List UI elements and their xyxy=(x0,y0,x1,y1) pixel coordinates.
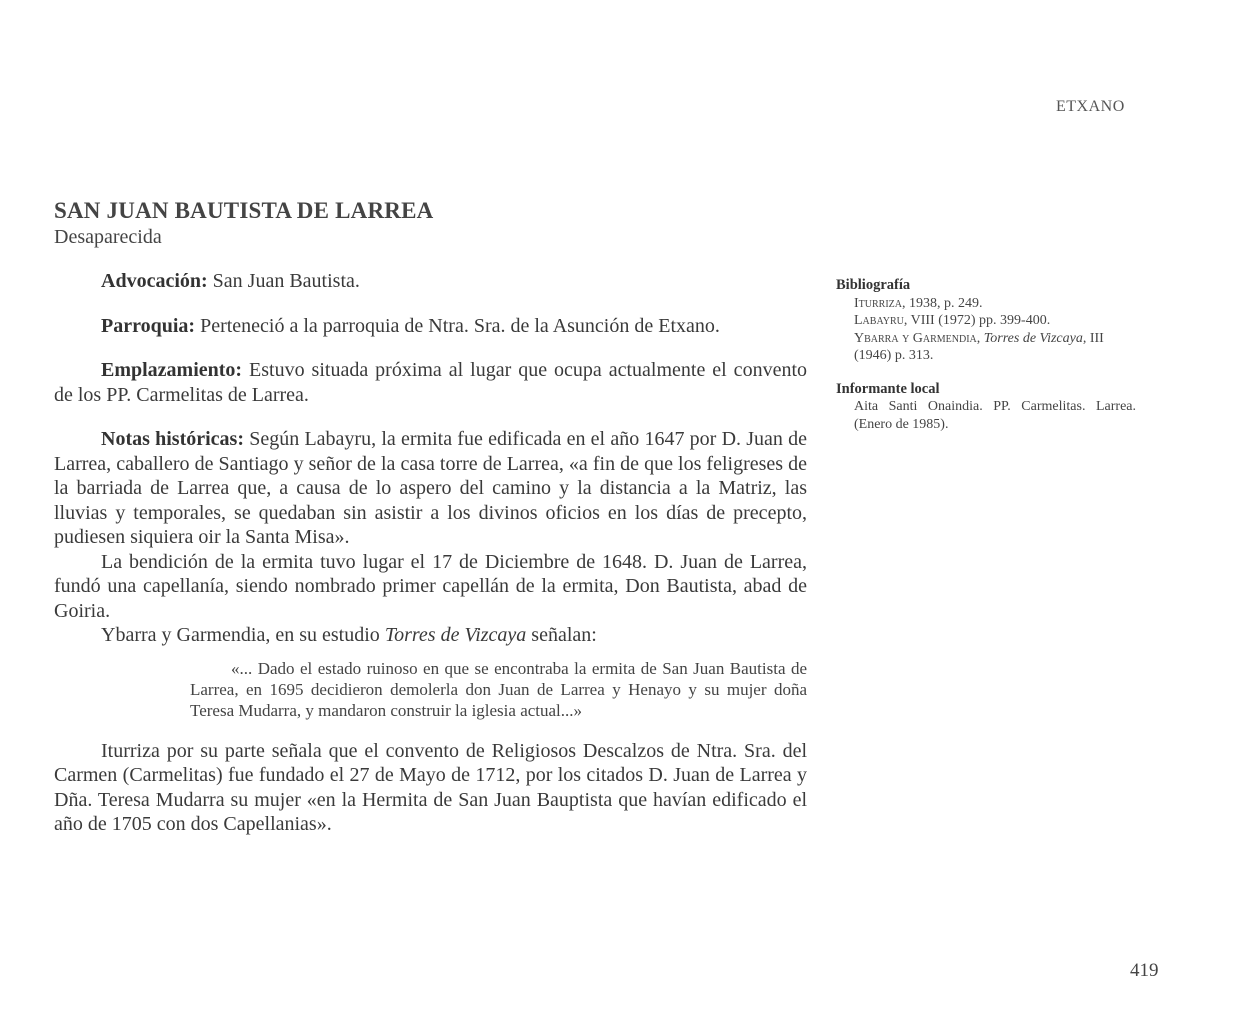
subtitle: Desaparecida xyxy=(54,226,162,248)
bibliography-detail: , xyxy=(976,330,984,346)
ybarra-text-post: señalan: xyxy=(526,624,597,646)
informante-block xyxy=(836,381,1136,434)
ybarra-work-title: Torres de Vizcaya xyxy=(384,624,527,646)
ybarra-paragraph xyxy=(54,623,807,648)
sidebar-notes xyxy=(836,277,1136,433)
advocacion-label: Advocación: xyxy=(101,270,208,292)
informante-heading: Informante local xyxy=(836,380,940,397)
page-number: 419 xyxy=(1130,960,1159,981)
emplazamiento-label: Emplazamiento: xyxy=(101,359,243,381)
bibliography-entry xyxy=(854,330,1136,365)
bibliography-detail: , VIII (1972) pp. 399-400. xyxy=(903,313,1051,328)
iturriza-paragraph: Iturriza por su parte señala que el convento de Religiosos Descalzos de Ntra. Sra. del Carmen (Carmelitas) fue fundado el 27 de Mayo de 1712, por los citados D. Juan de Larrea y Dña. Teresa Mudarra su mujer «en la Hermita de San Juan Bauptista que havían edificado el año de 1705 con dos Capellanias». xyxy=(54,739,807,835)
bendicion-paragraph: La bendición de la ermita tuvo lugar el 17 de Diciembre de 1648. D. Juan de Larrea, fundó una capellanía, siendo nombrado primer capellán de la ermita, Don Bautista, abad de Goiria. xyxy=(54,550,807,622)
main-column xyxy=(54,197,807,837)
ybarra-text-pre: Ybarra y Garmendia, en su estudio xyxy=(101,624,385,646)
bibliography-entry xyxy=(854,295,1136,313)
notas-label: Notas históricas: xyxy=(101,428,244,450)
block-quote xyxy=(190,658,807,721)
bibliography-author: Ybarra y Garmendia xyxy=(854,330,977,346)
informante-text: Aita Santi Onaindia. PP. Carmelitas. Larrea. (Enero de 1985). xyxy=(854,399,1136,432)
bibliografia-heading: Bibliografía xyxy=(836,277,911,293)
parroquia-text: Perteneció a la parroquia de Ntra. Sra. de la Asunción de Etxano. xyxy=(200,314,720,337)
notas-text: Según Labayru, la ermita fue edificada en el año 1647 por D. Juan de Larrea, caballero de Santiago y señor de la casa torre de Larrea, «a fin de que los feligreses de la barriada de Larrea que, a causa de lo aspero del camino y la distancia a la Matriz, las lluvias y temporales, se quedaban sin asistir a los divinos oficios en los días de precepto, pudiesen siquiera oir la Santa Misa». xyxy=(54,428,808,548)
bibliography-detail: , III (1946) p. 313. xyxy=(854,330,1104,363)
bibliography-detail: , 1938, p. 249. xyxy=(902,295,983,311)
bibliography-author: Iturriza xyxy=(854,295,902,311)
parroquia-paragraph xyxy=(54,314,807,339)
emplazamiento-text: Estuvo situada próxima al lugar que ocupa actualmente el convento de los PP. Carmelitas de Larrea. xyxy=(54,359,807,406)
emplazamiento-paragraph xyxy=(54,358,807,407)
notas-paragraph xyxy=(54,427,807,550)
bibliography-work-title: Torres de Vizcaya xyxy=(983,330,1083,346)
advocacion-paragraph xyxy=(54,269,807,294)
advocacion-text: San Juan Bautista. xyxy=(212,270,360,292)
quote-text: «... Dado el estado ruinoso en que se encontraba la ermita de San Juan Bautista de Larrea, en 1695 decidieron demolerla don Juan de Larrea y Henayo y su mujer doña Teresa Mudarra, y mandaron construir la iglesia actual...» xyxy=(190,658,807,720)
page-title: SAN JUAN BAUTISTA DE LARREA xyxy=(54,198,434,223)
running-head: ETXANO xyxy=(1056,98,1125,115)
parroquia-label: Parroquia: xyxy=(101,314,196,337)
bibliography-entry xyxy=(854,312,1136,330)
bibliography-author: Labayru xyxy=(854,313,904,328)
